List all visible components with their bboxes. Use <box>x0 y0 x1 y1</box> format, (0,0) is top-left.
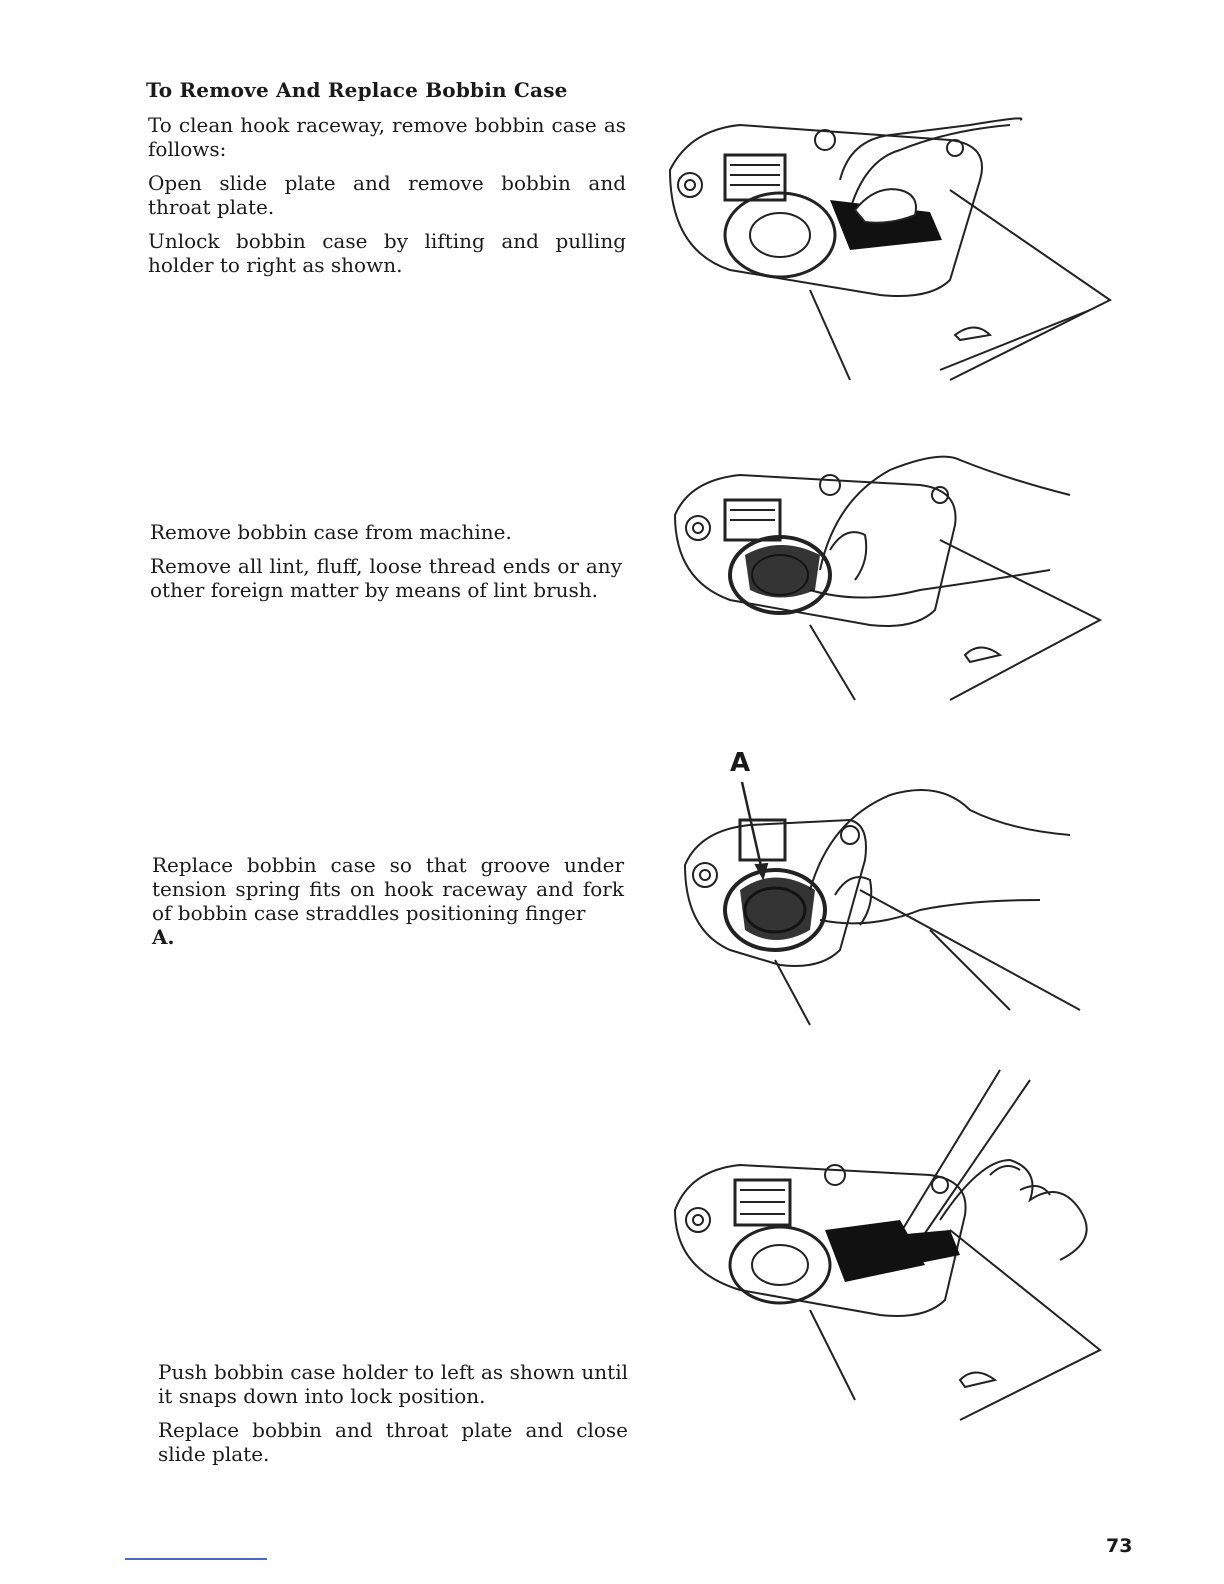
paragraph: Unlock bobbin case by lifting and pulling holder to right as shown. <box>148 229 626 277</box>
illustration-lock-bobbin-case <box>660 1060 1120 1430</box>
paragraph: Open slide plate and remove bobbin and throat plate. <box>148 171 626 219</box>
section-heading: To Remove And Replace Bobbin Case <box>146 78 568 102</box>
paragraph: Push bobbin case holder to left as shown until it snaps down into lock position. <box>158 1360 628 1408</box>
illustration-unlock-bobbin-case <box>650 100 1120 390</box>
instructions-remove-clean <box>150 520 622 612</box>
page-number: 73 <box>1106 1535 1133 1557</box>
figure-label-a: A <box>730 748 751 778</box>
instructions-lock <box>158 1360 628 1476</box>
paragraph: Replace bobbin and throat plate and close slide plate. <box>158 1418 628 1466</box>
paragraph: To clean hook raceway, remove bobbin case as follows: <box>148 113 626 161</box>
paragraph: Replace bobbin case so that groove under tension spring fits on hook raceway and fork of bobbin case straddles positioning finger <box>152 853 624 925</box>
illustration-remove-bobbin-case <box>660 440 1120 710</box>
paragraph: Remove all lint, fluff, loose thread ends or any other foreign matter by means of lint brush. <box>150 554 622 602</box>
illustration-replace-bobbin-case <box>670 780 1100 1030</box>
paragraph-finger-label: A. <box>152 925 175 949</box>
paragraph: Remove bobbin case from machine. <box>150 520 512 544</box>
instructions-remove-unlock <box>148 113 626 287</box>
instructions-replace <box>152 853 624 949</box>
footer-rule <box>125 1558 267 1560</box>
